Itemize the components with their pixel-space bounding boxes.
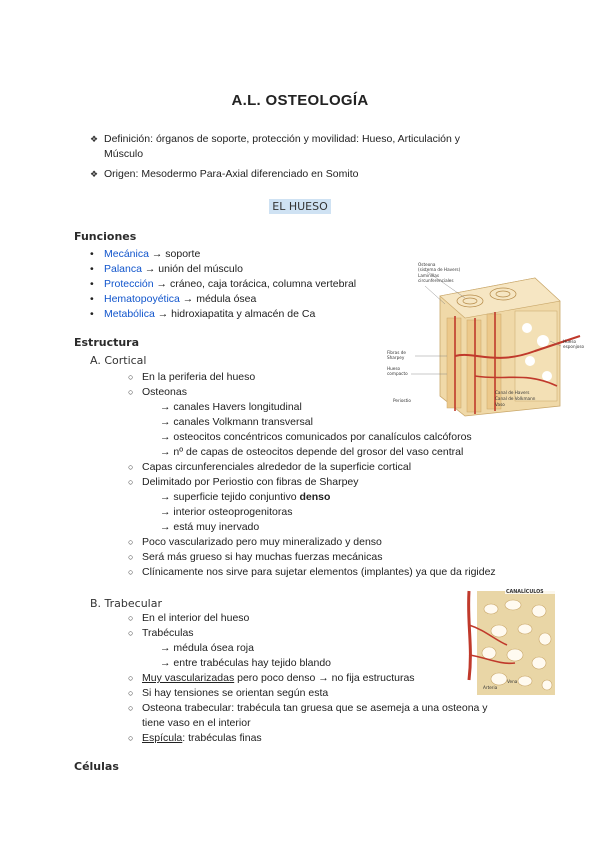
item-text: → entre trabéculas hay tejido blando bbox=[160, 657, 332, 669]
list-item bbox=[128, 415, 496, 429]
list-item: ○ Capas circunferenciales alrededor de la superficie cortical bbox=[128, 461, 412, 473]
item-text: pero poco denso → no fija estructuras bbox=[234, 672, 415, 684]
list-item: • Protección → cráneo, caja torácica, columna vertebral bbox=[90, 278, 357, 290]
funcion-desc: → hidroxiapatita y almacén de Ca bbox=[154, 308, 316, 320]
underlined-text: Muy vascularizadas bbox=[142, 672, 235, 684]
intro-origen bbox=[90, 167, 358, 181]
label-vena: Vena bbox=[507, 679, 518, 684]
label-hueso-esponjoso-1: Hueso bbox=[563, 339, 577, 344]
diamond-bullet-icon: ❖ bbox=[90, 134, 99, 144]
item-text: tiene vaso en el interior bbox=[142, 717, 251, 729]
list-item: ○ Osteonas bbox=[128, 386, 187, 398]
item-text: Capas circunferenciales alrededor de la superficie cortical bbox=[142, 461, 412, 473]
item-text: → superficie tejido conjuntivo bbox=[160, 491, 300, 503]
trabecular-list bbox=[128, 611, 488, 745]
list-item bbox=[128, 716, 488, 730]
item-text: En el interior del hueso bbox=[142, 612, 250, 624]
label-osteona: Osteona bbox=[418, 262, 436, 267]
item-text: Poco vascularizado pero muy mineralizado y denso bbox=[142, 536, 382, 548]
label-canal-volkmann: Canal de Volkmann bbox=[495, 396, 536, 401]
item-text: : trabéculas finas bbox=[182, 732, 262, 744]
definicion-text-1: Definición: órganos de soporte, protección y movilidad: Hueso, Articulación y bbox=[104, 133, 461, 145]
list-item bbox=[128, 641, 488, 655]
item-text: → nº de capas de osteocitos depende del grosor del vaso central bbox=[160, 446, 464, 458]
item-text: Será más grueso si hay muchas fuerzas mecánicas bbox=[142, 551, 383, 563]
funcion-term: Protección bbox=[104, 278, 154, 290]
celulas-heading: Células bbox=[74, 760, 119, 773]
list-item: • Palanca → unión del músculo bbox=[90, 263, 243, 275]
label-hueso-esponjoso-2: esponjoso bbox=[563, 344, 585, 349]
label-arteria: Arteria bbox=[483, 685, 498, 690]
underlined-text: Espícula bbox=[142, 732, 183, 744]
item-text: Trabéculas bbox=[142, 627, 194, 639]
item-text: Delimitado por Periostio con fibras de Sharpey bbox=[142, 476, 359, 488]
item-text: Clínicamente nos sirve para sujetar elementos (implantes) ya que da rigidez bbox=[142, 566, 496, 578]
page-title: A.L. OSTEOLOGÍA bbox=[231, 92, 369, 109]
diamond-bullet-icon: ❖ bbox=[90, 169, 99, 179]
item-text: → interior osteoprogenitoras bbox=[160, 506, 293, 518]
funcion-desc: → soporte bbox=[148, 248, 201, 260]
cortical-list bbox=[128, 370, 496, 579]
funcion-desc: → cráneo, caja torácica, columna vertebral bbox=[153, 278, 357, 290]
list-item: ○ Muy vascularizadas pero poco denso → no fija estructuras bbox=[128, 672, 415, 684]
list-item bbox=[128, 656, 488, 670]
funcion-term: Palanca bbox=[104, 263, 142, 275]
list-item: ○ Será más grueso si hay muchas fuerzas mecánicas bbox=[128, 551, 383, 563]
list-item: ○ En la periferia del hueso bbox=[128, 371, 256, 383]
origen-text: Origen: Mesodermo Para-Axial diferenciado en Somito bbox=[104, 168, 359, 180]
definicion-text-2: Músculo bbox=[104, 148, 144, 160]
funciones-heading: Funciones bbox=[74, 230, 137, 243]
item-text: En la periferia del hueso bbox=[142, 371, 256, 383]
list-item bbox=[128, 520, 496, 534]
label-hueso-compacto-2: compacto bbox=[387, 371, 408, 376]
trabecular-label: B. Trabecular bbox=[90, 597, 162, 610]
list-item bbox=[128, 400, 496, 414]
item-text: → osteocitos concéntricos comunicados por canalículos calcóforos bbox=[160, 431, 472, 443]
label-vaso: Vaso bbox=[495, 402, 505, 407]
intro-definicion bbox=[90, 132, 460, 146]
funcion-term: Metabólica bbox=[104, 308, 155, 320]
label-hueso-compacto-1: Hueso bbox=[387, 366, 401, 371]
list-item bbox=[128, 445, 496, 459]
funcion-term: Hematopoyética bbox=[104, 293, 180, 305]
item-text: → médula ósea roja bbox=[160, 642, 254, 654]
list-item: ○ Espícula: trabéculas finas bbox=[128, 732, 262, 744]
item-text: → canales Volkmann transversal bbox=[160, 416, 313, 428]
estructura-heading: Estructura bbox=[74, 336, 140, 349]
bold-text: denso bbox=[299, 491, 331, 503]
item-text: Osteonas bbox=[142, 386, 187, 398]
cortical-label: A. Cortical bbox=[90, 354, 147, 367]
list-item: • Metabólica → hidroxiapatita y almacén de Ca bbox=[90, 308, 316, 320]
section-hueso-label: EL HUESO bbox=[269, 199, 331, 214]
item-text: Osteona trabecular: trabécula tan gruesa que se asemeja a una osteona y bbox=[142, 702, 488, 714]
label-circunferenciales: circunferenciales bbox=[418, 278, 454, 283]
label-laminillas: Laminillas bbox=[418, 273, 440, 278]
list-item: • Hematopoyética → médula ósea bbox=[90, 293, 257, 305]
funcion-term: Mecánica bbox=[104, 248, 149, 260]
item-text: → está muy inervado bbox=[160, 521, 260, 533]
funcion-desc: → unión del músculo bbox=[141, 263, 243, 275]
list-item bbox=[128, 505, 496, 519]
list-item: ○ Si hay tensiones se orientan según esta bbox=[128, 687, 329, 699]
list-item: ○ Trabéculas bbox=[128, 627, 194, 639]
list-item: ○ Delimitado por Periostio con fibras de Sharpey bbox=[128, 476, 359, 488]
label-fibras-sharpey-1: Fibras de bbox=[387, 350, 406, 355]
list-item bbox=[128, 430, 496, 444]
list-item: ○ En el interior del hueso bbox=[128, 612, 250, 624]
item-text: Si hay tensiones se orientan según esta bbox=[142, 687, 329, 699]
list-item: • Mecánica → soporte bbox=[90, 248, 201, 260]
label-fibras-sharpey-2: Sharpey bbox=[387, 355, 405, 360]
list-item bbox=[128, 490, 496, 504]
funcion-desc: → médula ósea bbox=[179, 293, 257, 305]
label-havers-system: (sistema de Havers) bbox=[418, 267, 461, 272]
section-hueso bbox=[0, 197, 600, 215]
label-canaliculos: CANALÍCULOS bbox=[506, 590, 544, 595]
list-item: ○ Osteona trabecular: trabécula tan gruesa que se asemeja a una osteona y bbox=[128, 702, 488, 714]
label-periostio: Periostio bbox=[393, 398, 411, 403]
list-item: ○ Clínicamente nos sirve para sujetar elementos (implantes) ya que da rigidez bbox=[128, 566, 496, 578]
list-item: ○ Poco vascularizado pero muy mineralizado y denso bbox=[128, 536, 382, 548]
funciones-list bbox=[90, 247, 356, 321]
label-canal-havers: Canal de Havers bbox=[495, 390, 530, 395]
item-text: → canales Havers longitudinal bbox=[160, 401, 302, 413]
